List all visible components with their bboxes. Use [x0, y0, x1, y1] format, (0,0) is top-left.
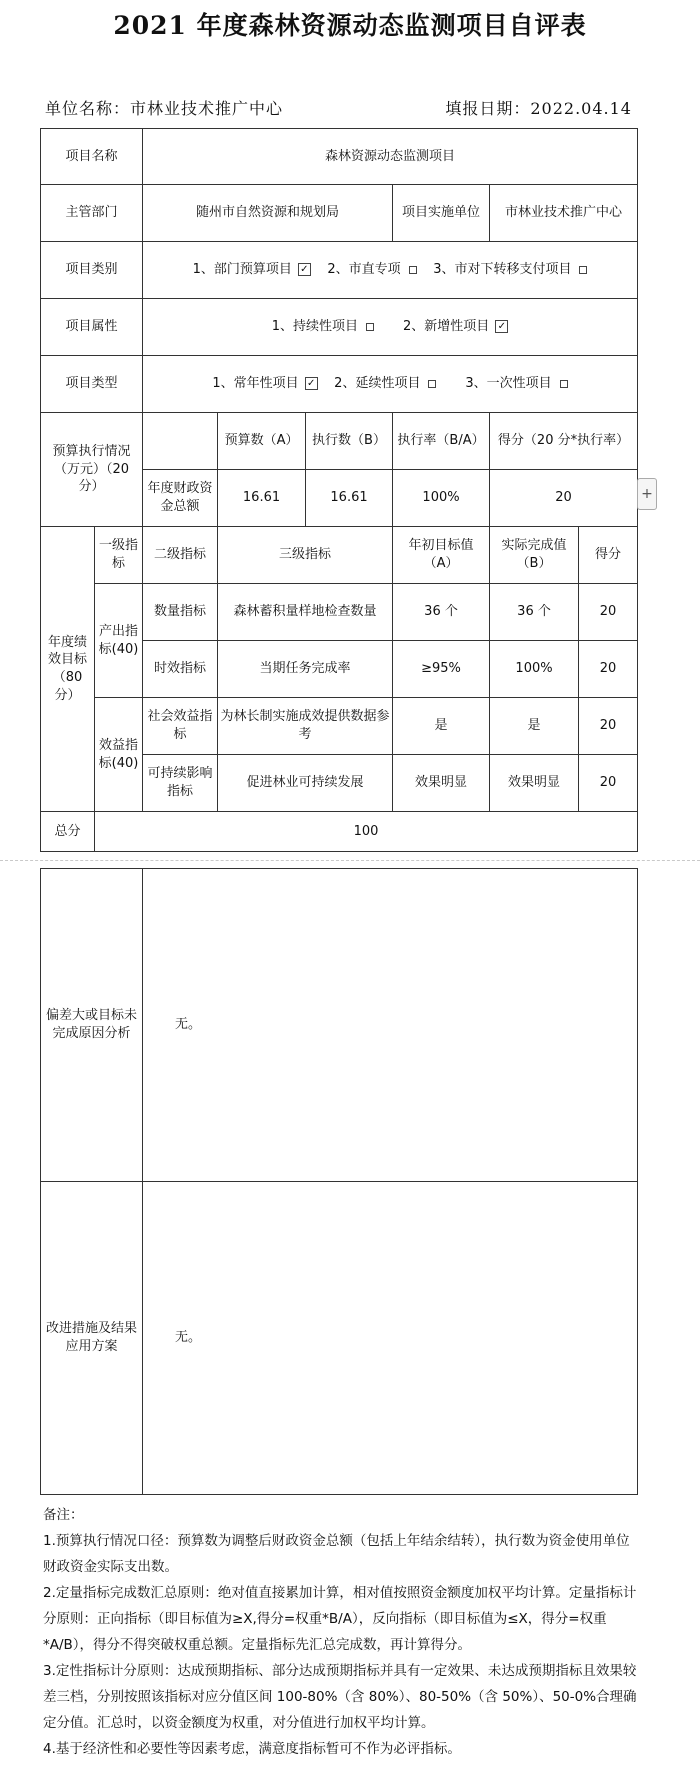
perf-lvl3: 当期任务完成率 [218, 641, 393, 698]
type-opt3: 3、一次性项目 [465, 376, 552, 392]
analysis-table [40, 868, 638, 1495]
perf-lvl2: 数量指标 [143, 584, 218, 641]
notes-heading: 备注： [43, 1507, 84, 1523]
perf-label: 年度绩效目标（80 分） [41, 527, 95, 812]
table-row [41, 584, 638, 641]
category-opt1: 1、部门预算项目 [192, 262, 292, 278]
page-break-divider [0, 860, 700, 862]
perf-h-lvl3: 三级指标 [218, 527, 393, 584]
perf-h-target: 年初目标值（A） [393, 527, 490, 584]
attr-options [143, 299, 638, 356]
dept-value: 随州市自然资源和规划局 [143, 185, 393, 242]
note-item: 3.定性指标计分原则：达成预期指标、部分达成预期指标并具有一定效果、未达成预期指标且效果较差三档，分别按照该指标对应分值区间 100-80%（含 80%）、80-50%（含 50%）、50-0%合理确定分值。汇总时，以资金额度为权重，对分值进行加权平均计算。 [43, 1663, 637, 1731]
perf-score: 20 [579, 584, 638, 641]
page-title: 2021 年度森林资源动态监测项目自评表 [113, 11, 587, 40]
table-row [41, 698, 638, 755]
note-item: 1.预算执行情况口径：预算数为调整后财政资金总额（包括上年结余结转），执行数为资金使用单位财政资金实际支出数。 [43, 1533, 630, 1575]
perf-lvl3: 森林蓄积量样地检查数量 [218, 584, 393, 641]
impl-unit-value: 市林业技术推广中心 [490, 185, 638, 242]
budget-header-score: 得分（20 分*执行率） [490, 413, 638, 470]
perf-score: 20 [579, 641, 638, 698]
unchecked-box-icon [366, 323, 374, 331]
note-item: 2.定量指标完成数汇总原则：绝对值直接累加计算，相对值按照资金额度加权平均计算。定量指标计分原则：正向指标（即目标值为≥X,得分=权重*B/A），反向指标（即目标值为≤X，得分=权重*A/B），得分不得突破权重总额。定量指标先汇总完成数，再计算得分。 [43, 1585, 637, 1653]
perf-h-actual: 实际完成值（B） [490, 527, 579, 584]
perf-target: 效果明显 [393, 755, 490, 812]
deviation-value: 无。 [143, 869, 638, 1182]
budget-header-blank [143, 413, 218, 470]
perf-lvl3: 促进林业可持续发展 [218, 755, 393, 812]
unchecked-box-icon [428, 380, 436, 388]
perf-actual: 36 个 [490, 584, 579, 641]
perf-actual: 效果明显 [490, 755, 579, 812]
improve-label: 改进措施及结果应用方案 [41, 1182, 143, 1495]
dept-label: 主管部门 [41, 185, 143, 242]
total-label: 总分 [41, 812, 95, 852]
project-name-value: 森林资源动态监测项目 [143, 129, 638, 185]
perf-h-score: 得分 [579, 527, 638, 584]
output-indicator-label: 产出指标(40) [95, 584, 143, 698]
budget-row-label: 年度财政资金总额 [143, 470, 218, 527]
type-opt2: 2、延续性项目 [334, 376, 421, 392]
perf-actual: 是 [490, 698, 579, 755]
attr-opt1: 1、持续性项目 [271, 319, 359, 335]
type-opt1: 1、常年性项目 [212, 376, 299, 392]
category-label: 项目类别 [41, 242, 143, 299]
attr-label: 项目属性 [41, 299, 143, 356]
note-item: 4.基于经济性和必要性等因素考虑，满意度指标暂可不作为必评指标。 [43, 1741, 461, 1757]
perf-target: 36 个 [393, 584, 490, 641]
budget-header-rate: 执行率（B/A） [393, 413, 490, 470]
perf-score: 20 [579, 698, 638, 755]
unchecked-box-icon [560, 380, 568, 388]
unit-name: 单位名称：市林业技术推广中心 [45, 99, 284, 118]
budget-label: 预算执行情况（万元）（20 分） [41, 413, 143, 527]
perf-actual: 100% [490, 641, 579, 698]
budget-value: 16.61 [218, 470, 306, 527]
type-options [143, 356, 638, 413]
impl-unit-label: 项目实施单位 [393, 185, 490, 242]
notes [43, 1502, 643, 1762]
category-opt3: 3、市对下转移支付项目 [433, 262, 572, 278]
exec-value: 16.61 [306, 470, 393, 527]
perf-lvl2: 社会效益指标 [143, 698, 218, 755]
checked-box-icon: ✓ [298, 263, 311, 276]
improve-value: 无。 [143, 1182, 638, 1495]
budget-score-value: 20 [490, 470, 638, 527]
budget-header-a: 预算数（A） [218, 413, 306, 470]
project-name-label: 项目名称 [41, 129, 143, 185]
perf-target: ≥95% [393, 641, 490, 698]
perf-score: 20 [579, 755, 638, 812]
budget-header-b: 执行数（B） [306, 413, 393, 470]
benefit-indicator-label: 效益指标(40) [95, 698, 143, 812]
deviation-label: 偏差大或目标未完成原因分析 [41, 869, 143, 1182]
add-row-button[interactable]: + [637, 478, 657, 510]
perf-h-lvl1: 一级指标 [95, 527, 143, 584]
report-date: 填报日期：2022.04.14 [445, 99, 632, 118]
perf-lvl2: 可持续影响指标 [143, 755, 218, 812]
rate-value: 100% [393, 470, 490, 527]
checked-box-icon: ✓ [495, 320, 508, 333]
unchecked-box-icon [579, 266, 587, 274]
category-options [143, 242, 638, 299]
attr-opt2: 2、新增性项目 [402, 319, 490, 335]
checked-box-icon: ✓ [305, 377, 318, 390]
perf-target: 是 [393, 698, 490, 755]
evaluation-table [40, 128, 638, 852]
perf-lvl3: 为林长制实施成效提供数据参考 [218, 698, 393, 755]
total-value: 100 [95, 812, 638, 852]
perf-lvl2: 时效指标 [143, 641, 218, 698]
type-label: 项目类型 [41, 356, 143, 413]
unchecked-box-icon [409, 266, 417, 274]
category-opt2: 2、市直专项 [327, 262, 401, 278]
perf-h-lvl2: 二级指标 [143, 527, 218, 584]
